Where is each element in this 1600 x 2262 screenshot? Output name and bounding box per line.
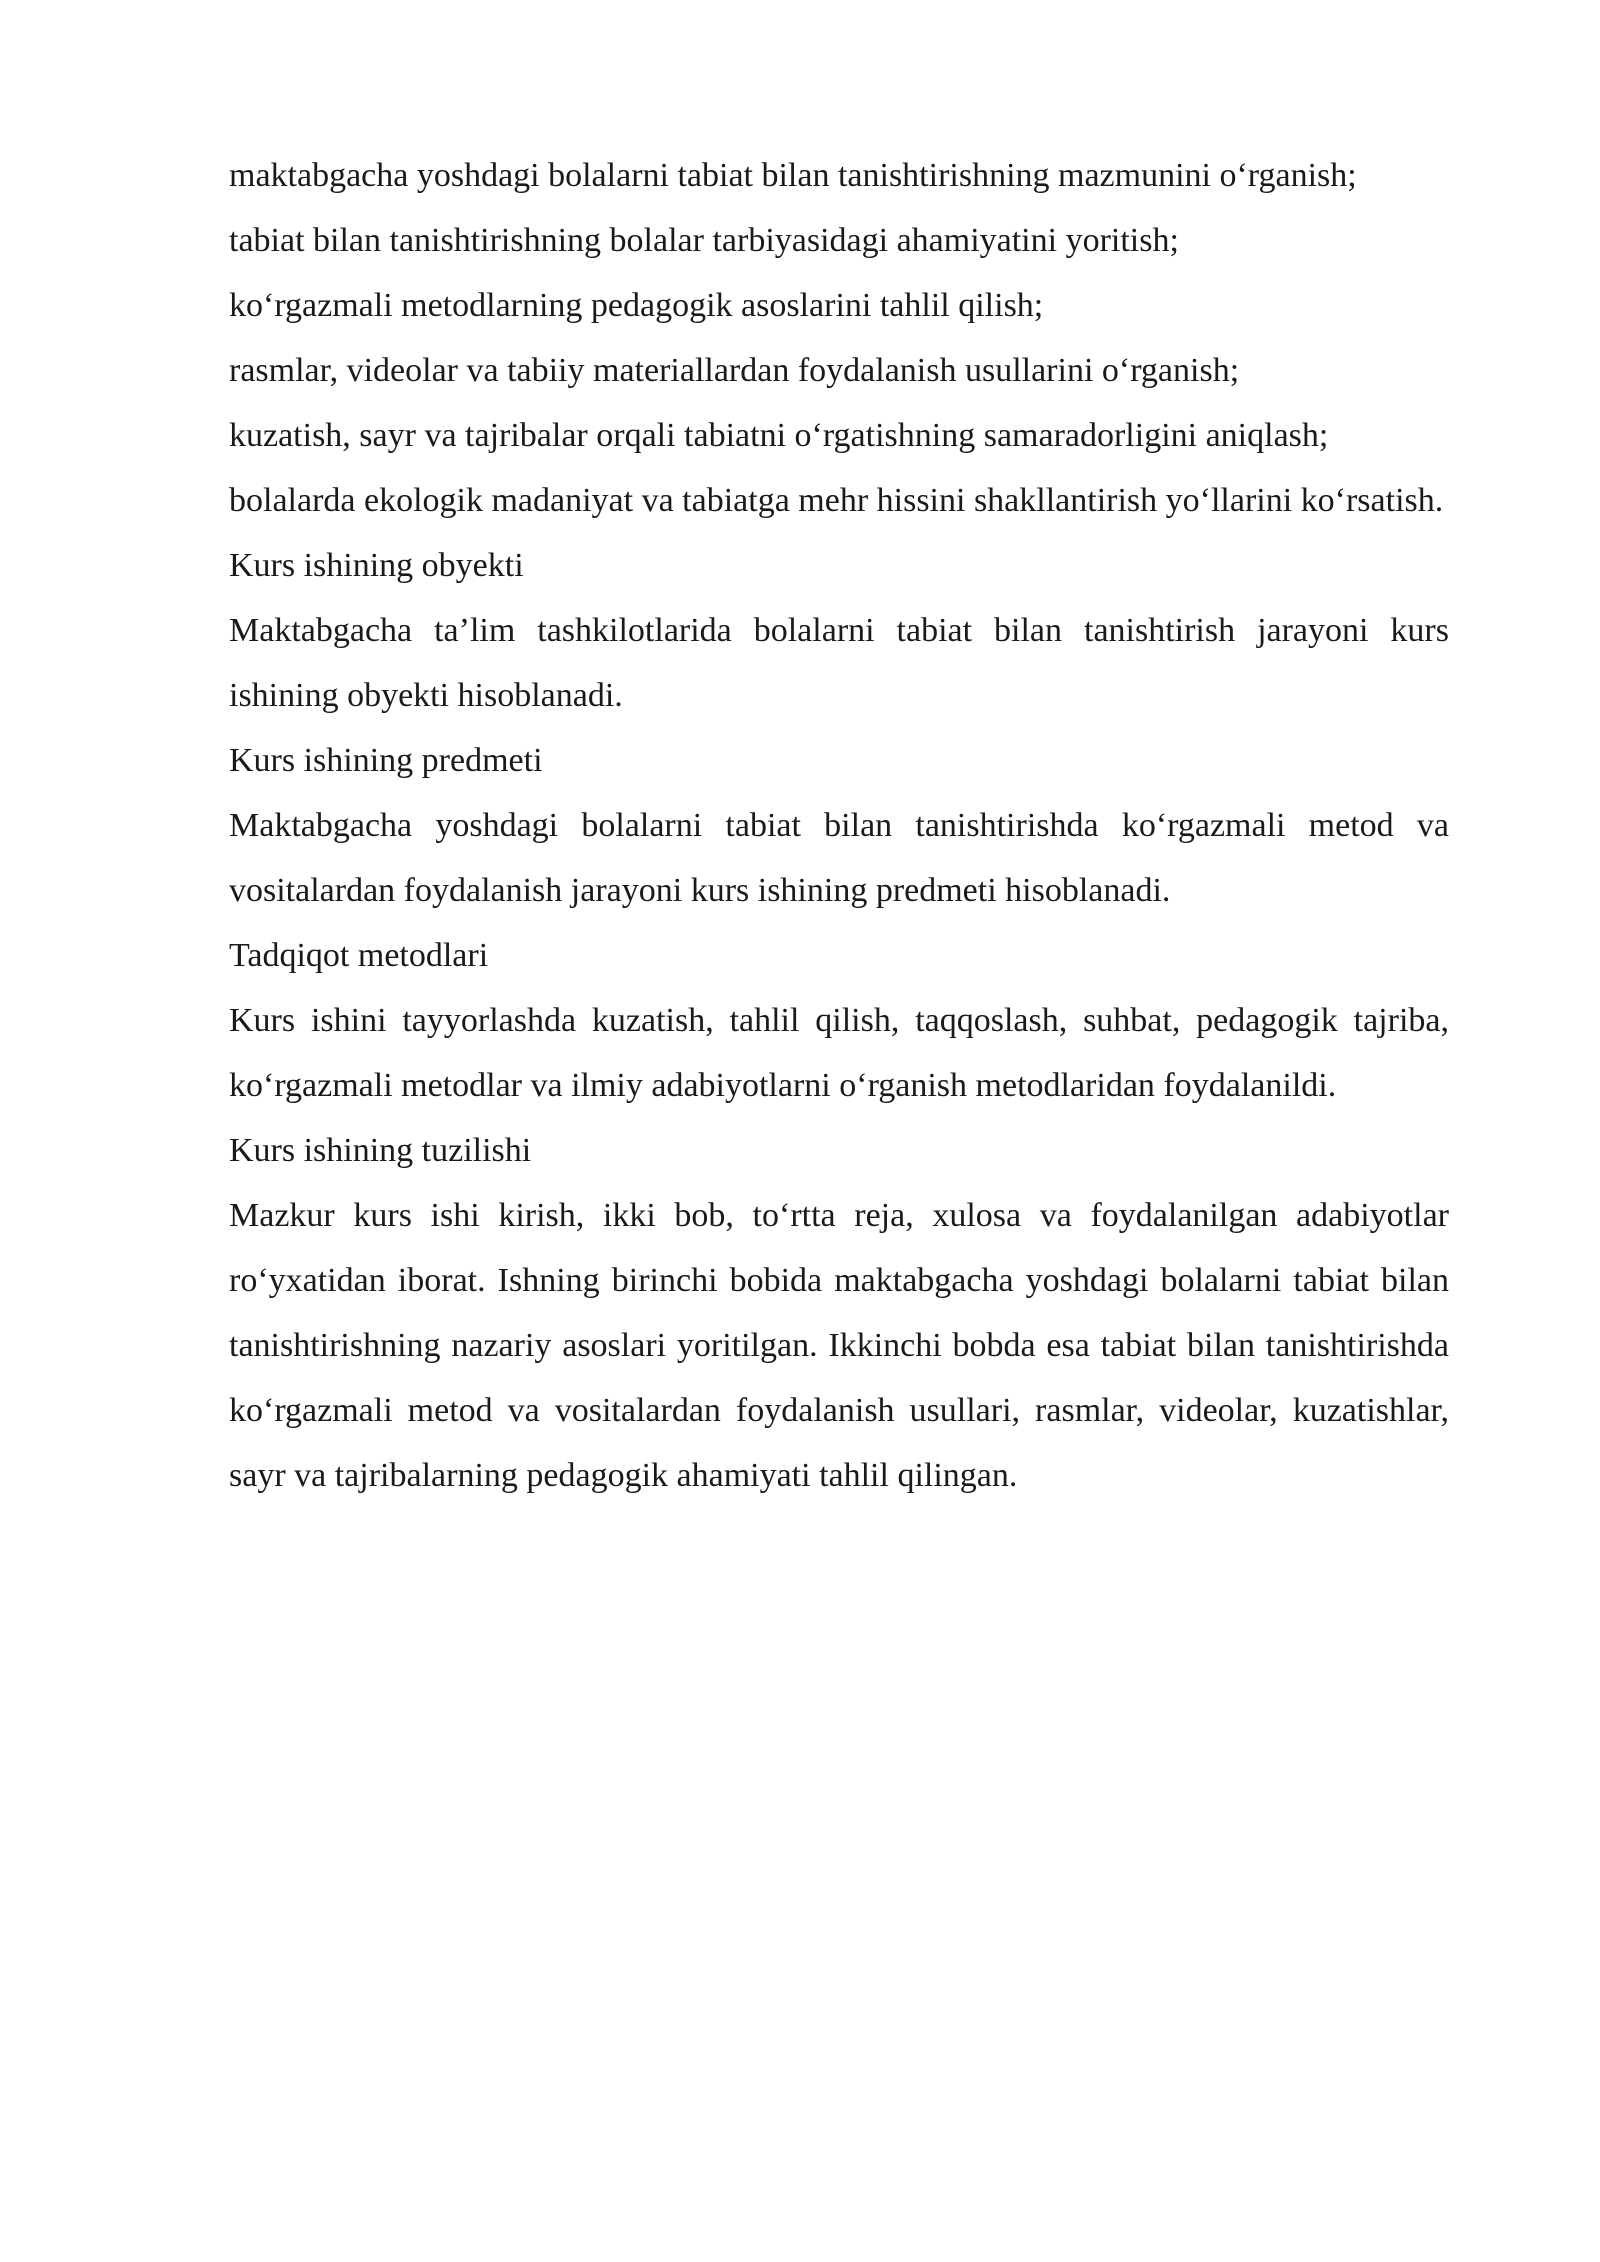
task-item-ecological-culture: bolalarda ekologik madaniyat va tabiatga mehr hissini shakllantirish yo‘llarini ko‘rsatish. — [229, 482, 1444, 519]
section-text-subject: Maktabgacha yoshdagi bolalarni tabiat bilan tanishtirishda ko‘rgazmali metod va vositalardan foydalanish jarayoni kurs ishining predmeti hisoblanadi. — [229, 807, 1449, 909]
section-text-structure: Mazkur kurs ishi kirish, ikki bob, to‘rtta reja, xulosa va foydalanilgan adabiyotlar ro‘yxatidan iborat. Ishning birinchi bobida maktabgacha yoshdagi bolalarni tabiat bilan tanishtirishning nazariy asoslari yoritilgan. Ikkinchi bobda esa tabiat bilan tanishtirishda ko‘rgazmali metod va vositalardan foydalanish usullari, rasmlar, videolar, kuzatishlar, sayr va tajribalarning pedagogik ahamiyati tahlil qilingan. — [229, 1197, 1449, 1494]
task-item-observation: kuzatish, sayr va tajribalar orqali tabiatni o‘rgatishning samaradorligini aniqlash; — [229, 417, 1329, 454]
section-text-methods: Kurs ishini tayyorlashda kuzatish, tahlil qilish, taqqoslash, suhbat, pedagogik tajriba, ko‘rgazmali metodlar va ilmiy adabiyotlarni o‘rganish metodlaridan foydalanildi. — [229, 1002, 1449, 1104]
section-heading-methods: Tadqiqot metodlari — [229, 937, 489, 974]
task-item-visual-methods: ko‘rgazmali metodlarning pedagogik asoslarini tahlil qilish; — [229, 287, 1044, 324]
section-heading-structure: Kurs ishining tuzilishi — [229, 1132, 532, 1169]
section-heading-object: Kurs ishining obyekti — [229, 547, 524, 584]
task-item-study-content: maktabgacha yoshdagi bolalarni tabiat bilan tanishtirishning mazmunini o‘rganish; — [229, 157, 1357, 194]
task-item-materials: rasmlar, videolar va tabiiy materiallardan foydalanish usullarini o‘rganish; — [229, 352, 1240, 389]
section-heading-subject: Kurs ishining predmeti — [229, 742, 543, 779]
document-body — [229, 143, 1449, 1508]
section-text-object: Maktabgacha ta’lim tashkilotlarida bolalarni tabiat bilan tanishtirish jarayoni kurs ishining obyekti hisoblanadi. — [229, 612, 1449, 714]
task-item-importance: tabiat bilan tanishtirishning bolalar tarbiyasidagi ahamiyatini yoritish; — [229, 222, 1179, 259]
